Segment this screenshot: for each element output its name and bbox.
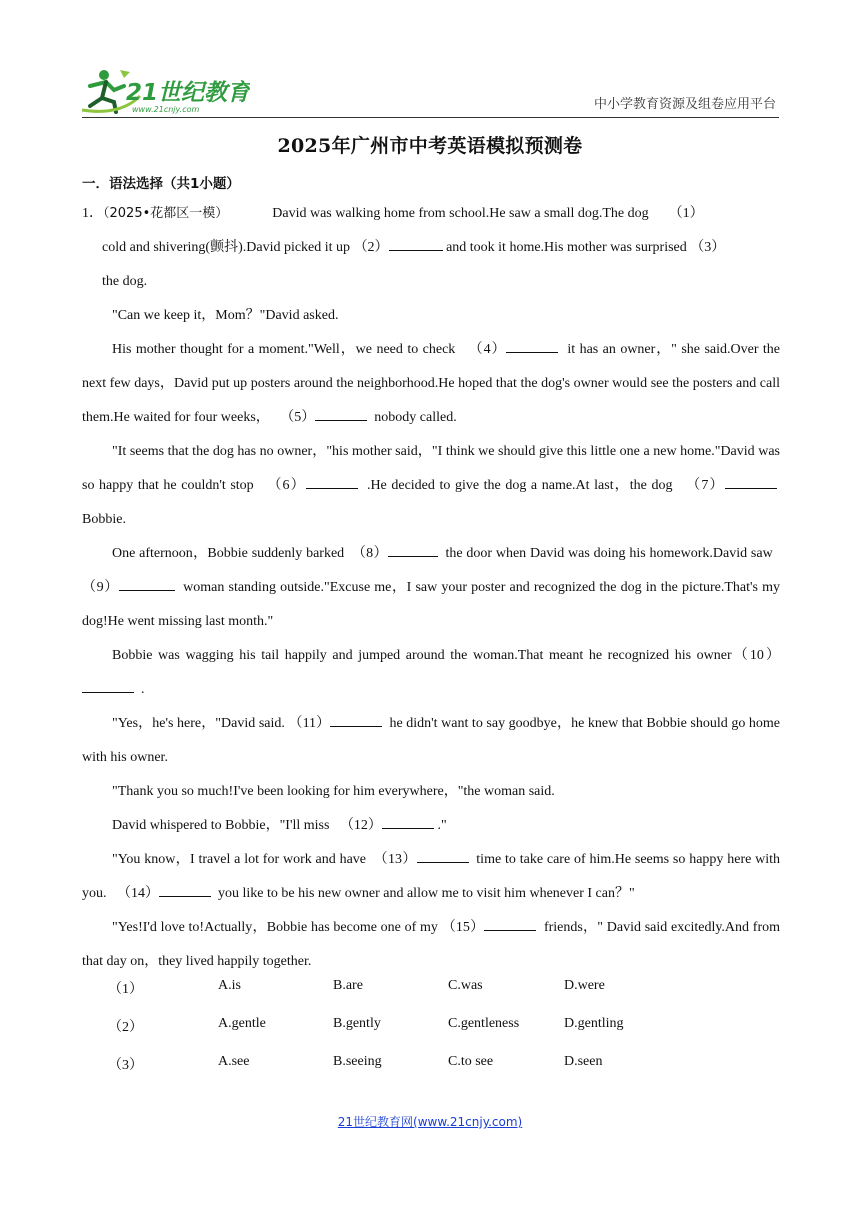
page-header	[80, 66, 780, 118]
passage	[82, 299, 780, 979]
option-b: B.are	[333, 978, 363, 993]
header-divider	[82, 117, 779, 118]
svg-text:www.21cnjy.com: www.21cnjy.com	[132, 105, 200, 114]
option-b: B.gently	[333, 1016, 381, 1031]
question-text: David was walking home from school.He saw a small dog.The dog	[272, 206, 649, 221]
paragraph-1: "Can we keep it，Mom？"David asked.	[112, 308, 339, 323]
option-c: C.to see	[448, 1054, 494, 1069]
question-text: cold and shivering(颤抖).David picked it up	[102, 240, 351, 255]
option-number: （2）	[108, 1020, 143, 1035]
blank-10: （10）	[731, 648, 780, 663]
blank-3: （3）	[690, 240, 726, 255]
page-title: 2025年广州市中考英语模拟预测卷	[277, 135, 583, 157]
platform-slogan: 中小学教育资源及组卷应用平台	[593, 97, 776, 112]
paragraph-4: One afternoon，Bobbie suddenly barked （8） the door when David was doing his homework.David saw （9） woman standing outside."Excuse me，I saw your poster and recognized the dog in the picture.That's my dog!He went missing last month."	[82, 537, 780, 639]
question-line-3: the dog.	[102, 274, 148, 289]
blank-12: （12）	[339, 818, 382, 833]
blank-5: （5）	[280, 410, 316, 425]
paragraph-6: "Yes，he's here，"David said. （11） he didn't want to say goodbye，he knew that Bobbie should go home with his owner.	[82, 707, 780, 775]
question-number: 1．	[82, 206, 103, 221]
page-footer	[0, 1113, 860, 1130]
blank-13: （13）	[373, 852, 417, 867]
footer-link[interactable]: 21世纪教育网(www.21cnjy.com)	[337, 1115, 523, 1129]
paragraph-5: Bobbie was wagging his tail happily and jumped around the woman.That meant he recognized his owner（10） .	[82, 639, 780, 707]
brand-logo	[80, 66, 250, 116]
blank-4: （4）	[468, 342, 507, 357]
option-c: C.was	[448, 978, 483, 993]
option-d: D.were	[564, 978, 605, 993]
paragraph-7: "Thank you so much!I've been looking for him everywhere，"the woman said.	[112, 784, 555, 799]
blank-11: （11）	[288, 716, 331, 731]
option-number: （3）	[108, 1058, 143, 1073]
svg-text:21世纪教育: 21世纪教育	[126, 80, 250, 106]
paragraph-10: "Yes!I'd love to!Actually，Bobbie has become one of my （15） friends，" David said excitedly.And from that day on，they lived happily together.	[82, 911, 780, 979]
option-a: A.gentle	[218, 1016, 266, 1031]
blank-8: （8）	[351, 546, 388, 561]
question-source: （2025•花都区一模）	[103, 206, 229, 221]
paragraph-3: "It seems that the dog has no owner，"his mother said，"I think we should give this little one a new home."David was so happy that he couldn't stop （6） .He decided to give the dog a name.At last，the dog （7） Bobbie.	[82, 444, 780, 527]
question-line-2	[102, 231, 725, 265]
blank-6: （6）	[267, 478, 306, 493]
paragraph-8: David whispered to Bobbie，"I'll miss （12） ."	[82, 809, 780, 843]
option-a: A.see	[218, 1054, 250, 1069]
paragraph-9: "You know，I travel a lot for work and have （13） time to take care of him.He seems so happy here with you. （14） you like to be his new owner and allow me to visit him whenever I can？"	[82, 843, 780, 911]
option-a: A.is	[218, 978, 241, 993]
option-number: （1）	[108, 982, 143, 997]
option-d: D.gentling	[564, 1016, 624, 1031]
section-heading: 一．语法选择（共1小题）	[82, 176, 240, 192]
blank-9: （9）	[82, 580, 119, 595]
blank-7: （7）	[686, 478, 725, 493]
option-c: C.gentleness	[448, 1016, 520, 1031]
blank-14: （14）	[117, 886, 159, 901]
question-text: and took it home.His mother was surprised	[446, 240, 687, 255]
option-b: B.seeing	[333, 1054, 382, 1069]
question-line-1	[82, 197, 704, 231]
blank-15: （15）	[441, 920, 485, 935]
blank-1: （1）	[668, 206, 704, 221]
option-d: D.seen	[564, 1054, 603, 1069]
paragraph-2: His mother thought for a moment."Well，we need to check （4） it has an owner，" she said.Over the next few days，David put up posters around the neighborhood.He hoped that the dog's owner would see the posters and call them.He waited for four weeks， （5） nobody called.	[82, 333, 780, 435]
blank-2: （2）	[354, 240, 443, 255]
